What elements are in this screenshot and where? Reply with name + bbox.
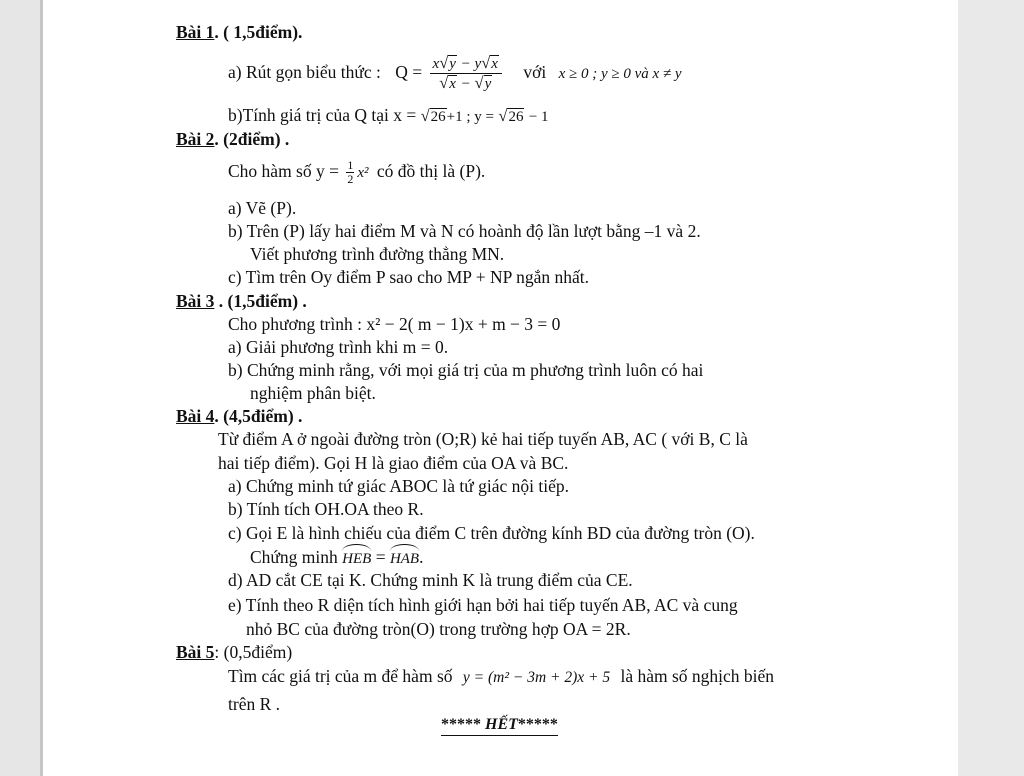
bai3-points: . (1,5điểm) . (214, 291, 307, 311)
bai2-part-c: c) Tìm trên Oy điểm P sao cho MP + NP ngắn nhất. (228, 267, 589, 287)
bai3-intro: Cho phương trình : x² − 2( m − 1)x + m − 3 = 0 (228, 314, 561, 334)
bai3-part-a: a) Giải phương trình khi m = 0. (228, 337, 449, 357)
bai4-intro-line2: hai tiếp điểm). Gọi H là giao điểm của OA và BC. (218, 453, 569, 473)
bai1-a-cond-pre: với (523, 62, 547, 82)
bai1-title: Bài 1 (176, 22, 215, 42)
bai1-q-fraction (430, 54, 502, 93)
angle-hab: HAB (390, 544, 419, 570)
bai1-a-condition: x ≥ 0 ; y ≥ 0 và x ≠ y (558, 66, 682, 82)
bai1-part-a (228, 52, 682, 94)
bai5-heading (176, 641, 292, 663)
bai1-a-text: a) Rút gọn biểu thức : (228, 62, 381, 82)
bai2-part-b-line2: Viết phương trình đường thẳng MN. (250, 244, 505, 264)
bai5-expression: y = (m² − 3m + 2)x + 5 (462, 669, 611, 686)
bai2-title: Bài 2 (176, 129, 215, 149)
bai2-intro: Cho hàm số y = $\frac{1}{2}$ x² có đồ thị là (P). (228, 158, 486, 187)
bai2-part-a: a) Vẽ (P). (228, 198, 297, 218)
bai1-a-q: Q = (395, 62, 423, 82)
end-marker: ***** HẾT***** (441, 716, 558, 736)
bai4-title: Bài 4 (176, 406, 215, 426)
bai4-points: . (4,5điểm) . (214, 406, 303, 426)
bai1-points: . ( 1,5điểm). (214, 22, 303, 42)
bai2-heading (176, 128, 289, 150)
bai4-part-d: d) AD cắt CE tại K. Chứng minh K là trung điểm của CE. (228, 570, 633, 590)
bai2-points: . (2điểm) . (214, 129, 290, 149)
bai3-heading (176, 290, 307, 312)
bai4-intro-line1: Từ điểm A ở ngoài đường tròn (O;R) kẻ hai tiếp tuyến AB, AC ( với B, C là (218, 429, 748, 449)
bai3-part-b-line2: nghiệm phân biệt. (250, 383, 376, 403)
bai5-title: Bài 5 (176, 642, 215, 662)
bai4-part-e-line1: e) Tính theo R diện tích hình giới hạn bởi hai tiếp tuyến AB, AC và cung (228, 595, 738, 615)
bai2-part-b-line1: b) Trên (P) lấy hai điểm M và N có hoành độ lần lượt bằng –1 và 2. (228, 221, 701, 241)
page-left-edge (40, 0, 43, 776)
bai1-q-numerator: x√y − y√x (430, 54, 502, 74)
bai1-heading (176, 21, 302, 43)
bai5-line2: trên R . (228, 694, 281, 714)
bai5-line1: Tìm các giá trị của m để hàm số y = (m² − 3m + 2)x + 5 là hàm số nghịch biến (228, 666, 775, 686)
bai4-part-b: b) Tính tích OH.OA theo R. (228, 499, 424, 519)
bai4-heading (176, 405, 302, 427)
bai5-points: : (0,5điểm) (214, 642, 293, 662)
page-right-margin (958, 0, 1024, 776)
bai1-part-b: b)Tính giá trị của Q tại x = √26+1 ; y = √26 − 1 (228, 105, 549, 125)
bai4-part-c-line1: c) Gọi E là hình chiếu của điểm C trên đường kính BD của đường tròn (O). (228, 523, 755, 543)
bai3-title: Bài 3 (176, 291, 215, 311)
bai3-part-b-line1: b) Chứng minh rằng, với mọi giá trị của m phương trình luôn có hai (228, 360, 704, 380)
bai4-part-e-line2: nhỏ BC của đường tròn(O) trong trường hợp OA = 2R. (246, 619, 631, 639)
angle-heb: HEB (342, 544, 371, 570)
bai2-half-fraction: $\frac{1}{2}$ (347, 158, 354, 187)
bai1-q-denominator: √x − √y (439, 73, 492, 93)
bai4-part-c-line2: Chứng minh HEB = HAB. (250, 544, 423, 570)
bai4-part-a: a) Chứng minh tứ giác ABOC là tứ giác nội tiếp. (228, 476, 569, 496)
page-left-margin (0, 0, 40, 776)
